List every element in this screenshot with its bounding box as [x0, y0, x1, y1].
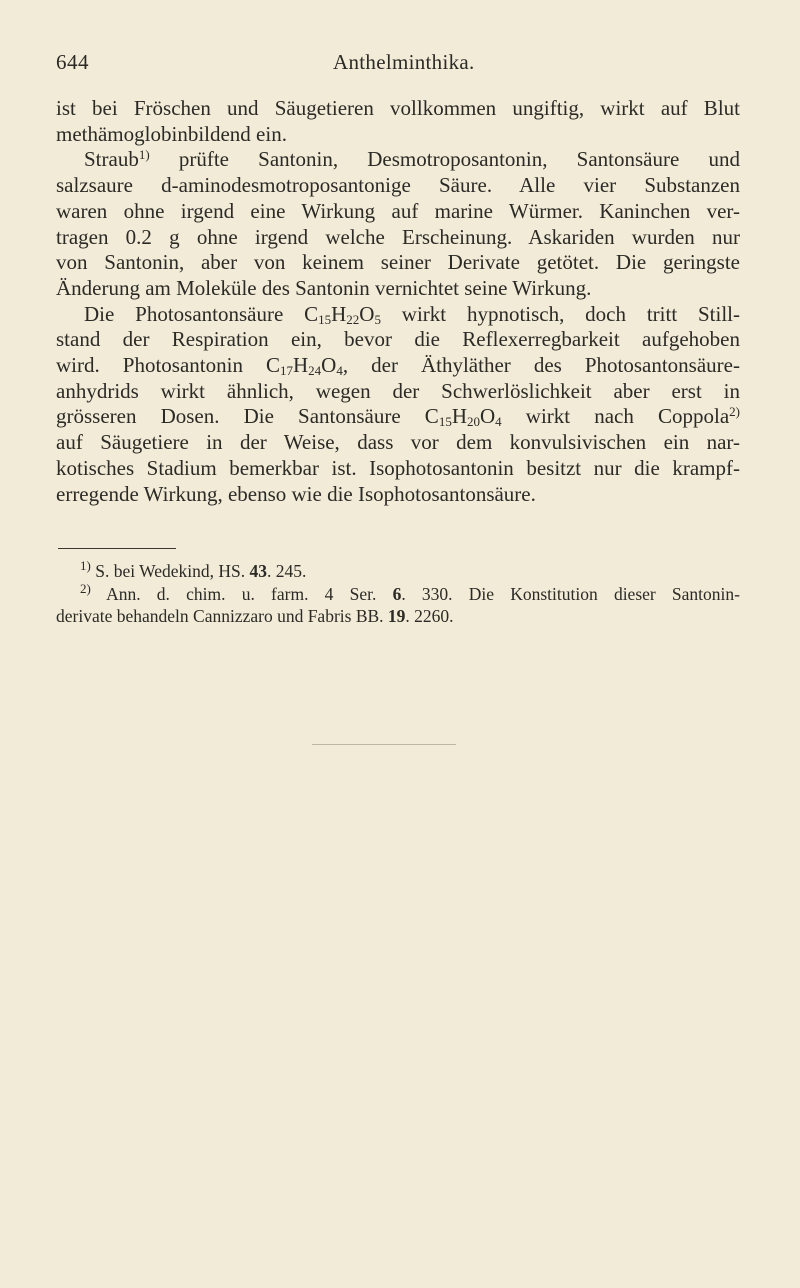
text-line: stand der Respiration ein, bevor die Reflexerregbarkeit aufgehoben [56, 327, 740, 352]
page-number: 644 [56, 50, 89, 74]
text-line: waren ohne irgend eine Wirkung auf marine Würmer. Kaninchen ver- [56, 198, 740, 223]
text-line: von Santonin, aber von keinem seiner Derivate getötet. Die geringste [56, 250, 740, 275]
footnote-reference: 1) [138, 147, 150, 163]
text-line: Die Photosantonsäure $C_{15}H_{22}O_5$ wirkt hypnotisch, doch tritt Still- [84, 301, 740, 327]
text-line: tragen 0.2 g ohne irgend welche Erscheinung. Askariden wurden nur [56, 224, 740, 249]
body-text [56, 96, 740, 507]
text-line: erregende Wirkung, ebenso wie die Isophotosantonsäure. [56, 481, 536, 506]
running-title: Anthelminthika. [333, 50, 475, 74]
footnote-mark: 2) [80, 580, 91, 596]
text-line: kotisches Stadium bemerkbar ist. Isophotosantonin besitzt nur die krampf- [56, 455, 740, 480]
footnotes [56, 560, 740, 628]
text-line: salzsaure d-aminodesmotroposantonige Säure. Alle vier Substanzen [56, 173, 740, 198]
footnote-mark: 1) [80, 558, 91, 573]
footnote-2: $^{2)}$ Ann. d. chim. u. farm. 4 Ser. 6. 330. Die Konstitution dieser Santonin- [80, 580, 740, 604]
text-line: Straub$^{1)}$ prüfte Santonin, Desmotroposantonin, Santonsäure und [84, 147, 740, 172]
footnote-1: $^{1)}$ S. bei Wedekind, HS. 43. 245. [80, 558, 307, 581]
text-line: auf Säugetiere in der Weise, dass vor dem konvulsivischen ein nar- [56, 430, 740, 455]
footnote-2-continued: derivate behandeln Cannizzaro und Fabris BB. 19. 2260. [56, 606, 454, 626]
running-header [0, 44, 800, 84]
end-rule [312, 744, 456, 745]
footnote-separator [58, 548, 176, 549]
text-line: ist bei Fröschen und Säugetieren vollkommen ungiftig, wirkt auf Blut [56, 96, 740, 120]
text-line: anhydrids wirkt ähnlich, wegen der Schwerlöslichkeit aber erst in [56, 378, 740, 403]
footnote-reference: 2) [729, 404, 740, 420]
text-line: Änderung am Moleküle des Santonin vernichtet seine Wirkung. [56, 275, 592, 300]
text-line: methämoglobinbildend ein. [56, 121, 287, 146]
text-line: grösseren Dosen. Die Santonsäure $C_{15}H_{20}O_4$ wirkt nach Coppola$^{2)}$ [56, 404, 740, 430]
text-line: wird. Photosantonin $C_{17}H_{24}O_4$, der Äthyläther des Photosantonsäure- [56, 353, 740, 379]
